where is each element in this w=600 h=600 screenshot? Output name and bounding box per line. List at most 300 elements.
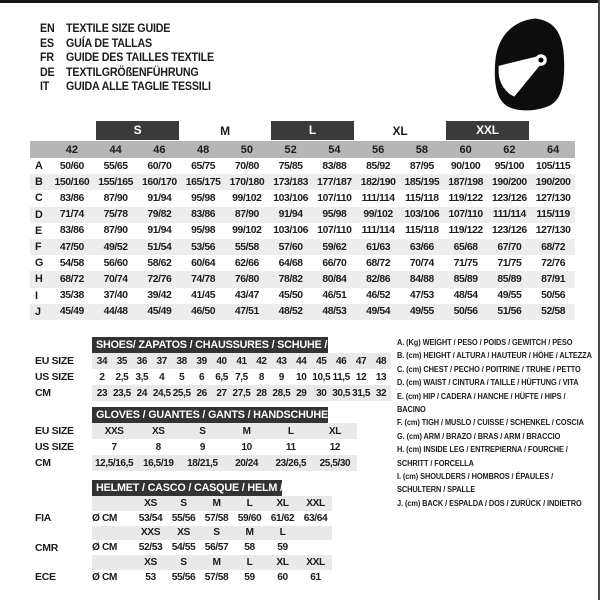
shoes-row: [35, 369, 391, 385]
shoes-cell: 43: [276, 355, 287, 367]
size-group-xl: XL: [392, 123, 408, 138]
gloves-row-label: CM: [35, 457, 51, 469]
row-letter: C: [35, 192, 43, 205]
measurement-cell: 85/92: [366, 160, 391, 172]
shoes-cell: 44: [296, 355, 307, 367]
measurement-cell: 46/52: [366, 290, 391, 302]
gloves-row-values: [92, 439, 357, 455]
measurement-cell: 75/85: [278, 160, 303, 172]
helmet-cell: S: [180, 557, 187, 569]
language-code: FR: [40, 52, 54, 65]
measurement-cell: 71/75: [497, 257, 522, 269]
measurement-cell: 80/84: [322, 273, 347, 285]
measurement-cell: 70/74: [409, 257, 434, 269]
measurement-row: [30, 207, 575, 223]
measurement-cell: 55/65: [103, 160, 128, 172]
measurement-cell: 84/88: [409, 273, 434, 285]
measurement-cell: 52/58: [541, 306, 566, 318]
size-number-row: [30, 141, 575, 158]
measurement-row: [30, 239, 575, 255]
size-column-header: 46: [153, 143, 166, 156]
helmet-row: [35, 570, 391, 585]
helmet-cell: S: [213, 527, 220, 539]
measurement-cell: 115/118: [405, 192, 439, 204]
measurement-cell: 123/126: [491, 225, 527, 237]
helmet-cell: S: [180, 497, 187, 509]
shoes-cell: 6: [199, 371, 205, 383]
shoes-cell: 36: [136, 355, 147, 367]
gloves-cell: 12,5/16,5: [95, 457, 134, 469]
shoes-cell: 10: [296, 371, 307, 383]
shoes-cell: 23,5: [112, 387, 131, 399]
legend-item: B. (cm) HEIGHT / ALTURA / HAUTEUR / HÖHE / ALTEZZA: [397, 350, 592, 361]
measurement-cell: 45/49: [147, 306, 172, 318]
measurement-cell: 57/60: [278, 241, 303, 253]
measurement-cell: 45/49: [59, 306, 84, 318]
measurement-cell: 76/80: [234, 273, 259, 285]
gloves-cell: XL: [328, 425, 341, 437]
measurement-cell: 48/54: [453, 290, 478, 302]
shoes-cell: 30,5: [332, 387, 351, 399]
measurement-cell: 41/45: [191, 290, 216, 302]
language-title: GUIDA ALLE TAGLIE TESSILI: [66, 81, 211, 94]
shoes-cell: 26: [196, 387, 207, 399]
row-letter: A: [35, 160, 43, 173]
shoes-cell: 10,5: [312, 371, 331, 383]
measurement-row: [30, 304, 575, 320]
size-column-header: 44: [109, 143, 122, 156]
helmet-cell: 58: [244, 542, 255, 554]
shoes-row-values: [92, 385, 391, 401]
measurement-cell: 111/114: [361, 192, 395, 204]
helmet-row: [35, 496, 391, 511]
measurement-cell: 64/68: [278, 257, 303, 269]
measurement-cell: 72/76: [541, 257, 566, 269]
shoes-cell: 11,5: [332, 371, 350, 383]
shoes-cell: 28: [256, 387, 267, 399]
shoes-cell: 13: [375, 371, 387, 383]
shoes-cell: 27,5: [232, 387, 251, 399]
measurement-cell: 49/55: [497, 290, 522, 302]
gloves-row: [35, 439, 391, 455]
page-top-border: [0, 0, 600, 3]
shoes-cell: 29: [296, 387, 307, 399]
helmet-cell: 54/55: [171, 542, 196, 554]
size-group-m: M: [220, 123, 230, 138]
measurement-cell: 51/54: [147, 241, 172, 253]
helmet-row: [35, 555, 391, 570]
measurement-cell: 90/100: [450, 160, 481, 172]
shoes-cell: 3,5: [135, 371, 149, 383]
measurement-cell: 107/110: [317, 225, 352, 237]
measurement-cell: 46/50: [191, 306, 216, 318]
helmet-cell: 60: [277, 571, 288, 583]
helmet-cell: L: [279, 527, 286, 539]
measurement-cell: 75/78: [103, 209, 128, 221]
shoes-row: [35, 353, 391, 369]
shoes-cell: 35: [116, 355, 128, 367]
gloves-section-title: GLOVES / GUANTES / GANTS / HANDSCHUHE / GUANTI: [92, 407, 328, 423]
legend-item: H. (cm) INSIDE LEG / ENTREPIERNA / FOURCHE / SCHRITT / FORCELLA: [397, 444, 568, 468]
measurement-cell: 95/98: [191, 192, 216, 204]
measurement-cell: 107/110: [448, 209, 483, 221]
language-title-list: [40, 22, 214, 95]
measurement-cell: 54/58: [59, 257, 84, 269]
language-row: [40, 22, 214, 37]
gloves-cell: 20/24: [235, 457, 259, 469]
shoes-cell: 47: [355, 355, 367, 367]
shoes-cell: 24: [136, 387, 147, 399]
measurement-cell: 87/95: [409, 160, 434, 172]
measurement-cell: 46/51: [322, 290, 347, 302]
measurement-cell: 87/91: [541, 273, 566, 285]
measurement-cell: 182/190: [360, 176, 396, 188]
language-title: TEXTILE SIZE GUIDE: [66, 23, 171, 35]
row-letter: E: [35, 224, 42, 237]
helmet-cell: 61/62: [270, 512, 295, 524]
measurement-cell: 68/72: [59, 273, 84, 285]
gloves-row-values: [92, 455, 357, 471]
gloves-row: [35, 455, 391, 471]
helmet-cell: Ø CM: [92, 542, 117, 554]
measurement-cell: 51/56: [497, 306, 522, 318]
measurement-cell: 115/119: [536, 209, 570, 221]
measurement-cell: 123/126: [491, 192, 527, 204]
measurement-cell: 160/170: [141, 176, 177, 188]
gloves-row-label: US SIZE: [35, 441, 74, 453]
measurement-row: [30, 158, 575, 174]
racing-helmet-icon: [487, 15, 570, 115]
shoes-cell: 40: [216, 355, 227, 367]
helmet-cell: XL: [276, 557, 289, 569]
shoes-cell: 9: [278, 371, 284, 383]
measurement-cell: 85/89: [453, 273, 478, 285]
language-title: GUÍA DE TALLAS: [66, 37, 152, 50]
measurement-cell: 58/62: [147, 257, 172, 269]
measurement-cell: 185/195: [404, 176, 440, 188]
measurement-cell: 83/86: [59, 192, 84, 204]
gloves-row-values: [92, 423, 357, 439]
gloves-cell: 8: [155, 441, 161, 453]
measurement-cell: 44/48: [103, 306, 128, 318]
helmet-cell: 56/57: [204, 542, 229, 554]
helmet-section-title: HELMET / CASCO / CASQUE / HELM / CASCO: [92, 480, 282, 496]
helmet-cell: XS: [144, 557, 157, 569]
measurement-cell: 66/70: [322, 257, 347, 269]
size-column-header: 58: [415, 143, 428, 156]
helmet-cell: 63/64: [303, 512, 328, 524]
shoes-row-label: CM: [35, 387, 51, 399]
shoes-cell: 42: [256, 355, 267, 367]
measurement-cell: 50/56: [453, 306, 478, 318]
measurement-cell: 35/38: [59, 290, 84, 302]
gloves-cell: 18/21,5: [187, 457, 218, 469]
helmet-cell: L: [246, 557, 253, 569]
measurement-cell: 48/53: [322, 306, 347, 318]
measurement-cell: 70/80: [234, 160, 259, 172]
helmet-rows: [35, 496, 391, 585]
helmet-row-values: [92, 555, 332, 570]
measurement-cell: 87/90: [234, 209, 259, 221]
row-letter: H: [35, 273, 43, 286]
helmet-row: [35, 540, 391, 555]
measurement-cell: 91/94: [147, 192, 172, 204]
helmet-cell: L: [246, 497, 253, 509]
measurement-cell: 190/200: [535, 176, 571, 188]
measurement-cell: 105/115: [536, 160, 571, 172]
measurement-cell: 78/82: [278, 273, 303, 285]
helmet-row-values: [92, 526, 332, 541]
gloves-row-label: EU SIZE: [35, 425, 74, 437]
shoes-row-label: EU SIZE: [35, 355, 74, 367]
language-code: IT: [40, 81, 50, 94]
helmet-cell: 59: [244, 571, 255, 583]
helmet-cell: XXL: [306, 557, 325, 569]
gloves-cell: XS: [151, 425, 165, 437]
helmet-cell: M: [245, 527, 254, 539]
shoes-cell: 7,5: [235, 371, 248, 383]
shoes-cell: 2,5: [115, 371, 129, 383]
gloves-cell: 25,5/30: [319, 457, 351, 469]
measurement-row: [30, 288, 575, 304]
language-code: ES: [40, 37, 54, 50]
legend-item: G. (cm) ARM / BRAZO / BRAS / ARM / BRACCIO: [397, 430, 561, 441]
size-column-header: 54: [328, 143, 341, 156]
measurement-cell: 127/130: [535, 225, 571, 237]
shoes-cell: 34: [96, 355, 108, 367]
measurement-cell: 177/187: [316, 176, 352, 188]
measurement-cell: 70/74: [103, 273, 128, 285]
shoes-cell: 27: [216, 387, 227, 399]
measurement-cell: 68/72: [366, 257, 391, 269]
legend-item: A. (Kg) WEIGHT / PESO / POIDS / GEWITCH / PESO: [397, 337, 573, 347]
measurement-cell: 111/114: [361, 225, 395, 237]
shoes-cell: 31,5: [352, 387, 371, 399]
shoes-cell: 38: [176, 355, 187, 367]
measurement-cell: 49/54: [366, 306, 391, 318]
helmet-row-label: FIA: [35, 512, 52, 525]
textile-size-table: [30, 120, 575, 320]
gloves-cell: L: [287, 425, 294, 437]
helmet-size-section: [35, 480, 391, 585]
measurement-legend: [397, 336, 594, 510]
measurement-cell: 74/78: [191, 273, 216, 285]
shoes-cell: 24,5: [152, 387, 171, 399]
gloves-row: [35, 423, 391, 439]
shoes-size-section: [35, 337, 391, 401]
gloves-cell: 11: [285, 441, 296, 453]
measurement-cell: 127/130: [535, 192, 571, 204]
measurement-cell: 95/98: [322, 209, 347, 221]
measurement-cell: 60/64: [191, 257, 216, 269]
shoes-cell: 6,5: [215, 371, 228, 383]
gloves-cell: 16,5/19: [142, 457, 174, 469]
measurement-cell: 67/70: [497, 241, 522, 253]
helmet-row-label: CMR: [35, 541, 59, 554]
helmet-row-values: [92, 570, 332, 585]
shoes-cell: 8: [258, 371, 264, 383]
language-code: DE: [40, 66, 55, 79]
measurement-row: [30, 271, 575, 287]
shoes-row-label: US SIZE: [35, 371, 74, 383]
shoes-cell: 28,5: [272, 387, 291, 399]
measurement-cell: 170/180: [229, 176, 265, 188]
shoes-cell: 48: [375, 355, 387, 367]
gloves-size-section: [35, 407, 391, 471]
helmet-row-values: [92, 496, 332, 511]
row-letter: I: [35, 289, 38, 302]
gloves-cell: 23/26,5: [275, 457, 307, 469]
row-letter: D: [35, 208, 43, 221]
gloves-rows: [35, 423, 391, 471]
size-group-header-row: [30, 120, 575, 141]
measurement-cell: 56/60: [103, 257, 128, 269]
row-letter: B: [35, 176, 43, 189]
measurement-cell: 187/198: [448, 176, 483, 188]
measurement-cell: 103/106: [273, 192, 308, 204]
gloves-cell: 10: [241, 441, 252, 453]
measurement-cell: 190/200: [491, 176, 527, 188]
measurement-cell: 99/102: [363, 209, 393, 221]
language-row: [40, 51, 214, 66]
measurement-cell: 119/122: [448, 225, 483, 237]
gloves-cell: S: [199, 425, 206, 437]
measurement-cell: 99/102: [232, 192, 262, 204]
gloves-cell: 12: [329, 441, 341, 453]
shoes-row-values: [92, 369, 391, 385]
measurement-cell: 83/88: [322, 160, 347, 172]
measurement-cell: 107/110: [317, 192, 352, 204]
helmet-row-values: [92, 511, 332, 526]
measurement-row: [30, 190, 575, 206]
measurement-cell: 165/175: [185, 176, 221, 188]
shoes-rows: [35, 353, 391, 401]
measurement-cell: 61/63: [366, 241, 391, 253]
shoes-row-values: [92, 353, 391, 369]
measurement-cell: 71/74: [59, 209, 84, 221]
helmet-cell: 53: [145, 571, 156, 583]
measurement-cell: 99/102: [232, 225, 262, 237]
helmet-row-label: ECE: [35, 571, 56, 584]
language-row: [40, 80, 214, 95]
shoes-cell: 25,5: [172, 387, 191, 399]
measurement-row: [30, 174, 575, 190]
measurement-row: [30, 223, 575, 239]
measurement-cell: 115/118: [405, 225, 439, 237]
shoes-cell: 2: [99, 371, 105, 383]
measurement-cell: 83/86: [59, 225, 84, 237]
helmet-cell: XXS: [140, 527, 161, 539]
measurement-cell: 119/122: [448, 192, 483, 204]
measurement-cell: 48/52: [278, 306, 303, 318]
helmet-cell: 55/56: [171, 512, 196, 524]
size-group-xxl: XXL: [446, 121, 530, 140]
measurement-cell: 50/56: [541, 290, 566, 302]
measurement-cell: 111/114: [492, 209, 526, 221]
shoes-cell: 39: [196, 355, 207, 367]
measurement-cell: 150/160: [54, 176, 90, 188]
gloves-cell: 9: [199, 441, 205, 453]
measurement-cell: 49/55: [409, 306, 434, 318]
measurement-cell: 43/47: [234, 290, 259, 302]
measurement-cell: 103/106: [273, 225, 308, 237]
row-letter: F: [35, 241, 42, 254]
measurement-cell: 55/58: [234, 241, 259, 253]
helmet-cell: XL: [276, 497, 289, 509]
measurement-row: [30, 255, 575, 271]
size-group-l: L: [271, 121, 355, 140]
shoes-cell: 30: [316, 387, 327, 399]
measurement-cell: 53/56: [191, 241, 216, 253]
helmet-cell: 52/53: [138, 542, 163, 554]
measurement-cell: 68/72: [541, 241, 566, 253]
helmet-cell: 61: [310, 571, 321, 583]
legend-item: E. (cm) HIP / CADERA / HANCHE / HÜFTE / HIPS / BACINO: [397, 390, 566, 415]
gloves-cell: 7: [111, 441, 117, 453]
measurement-cell: 63/66: [409, 241, 434, 253]
shoes-cell: 45: [316, 355, 327, 367]
helmet-cell: XXL: [306, 497, 325, 509]
helmet-cell: M: [212, 557, 221, 569]
language-title: TEXTILGRÖßENFÜHRUNG: [66, 66, 199, 79]
legend-item: D. (cm) WAIST / CINTURA / TAILLE / HÜFTUNG / VITA: [397, 377, 579, 388]
shoes-cell: 41: [236, 355, 247, 367]
legend-item: F. (cm) TIGH / MUSLO / CUISSE / SCHENKEL / COSCIA: [397, 417, 584, 428]
helmet-cell: 53/54: [138, 512, 163, 524]
size-column-header: 42: [65, 143, 78, 156]
measurement-cell: 87/90: [103, 225, 128, 237]
gloves-cell: M: [242, 425, 251, 437]
helmet-cell: 59: [277, 542, 288, 554]
legend-item: I. (cm) SHOULDERS / HOMBROS / ÉPAULES / SCHULTERN / SPALLE: [397, 471, 554, 495]
helmet-cell: 57/58: [204, 512, 229, 524]
language-row: [40, 37, 214, 52]
size-column-header: 56: [372, 143, 385, 156]
row-letter: G: [35, 257, 43, 270]
measurement-cell: 91/94: [278, 209, 303, 221]
helmet-cell: Ø CM: [92, 512, 117, 524]
helmet-row: [35, 526, 391, 541]
measurement-cell: 79/82: [147, 209, 172, 221]
measurement-cell: 37/40: [103, 290, 128, 302]
measurement-cell: 60/70: [147, 160, 172, 172]
measurement-cell: 103/106: [404, 209, 440, 221]
size-column-header: 62: [503, 143, 516, 156]
shoes-cell: 23: [96, 387, 108, 399]
shoes-cell: 37: [156, 355, 167, 367]
shoes-cell: 46: [335, 355, 347, 367]
gloves-cell: XXS: [104, 425, 124, 437]
size-column-header: 48: [197, 143, 210, 156]
measurement-cell: 91/94: [147, 225, 172, 237]
measurement-cell: 47/51: [234, 306, 259, 318]
language-row: [40, 66, 214, 81]
measurement-cell: 45/50: [278, 290, 303, 302]
helmet-cell: M: [212, 497, 221, 509]
helmet-row-values: [92, 541, 332, 556]
shoes-cell: 12: [355, 371, 367, 383]
language-code: EN: [40, 23, 55, 35]
measurement-cell: 87/90: [103, 192, 128, 204]
legend-item: J. (cm) BACK / ESPALDA / DOS / ZURÜCK / INDIETRO: [397, 497, 582, 508]
helmet-cell: XS: [144, 497, 157, 509]
shoes-row: [35, 385, 391, 401]
measurement-cell: 95/100: [494, 160, 525, 172]
measurement-cell: 82/86: [366, 273, 391, 285]
measurement-cell: 72/76: [147, 273, 172, 285]
measurement-cell: 155/165: [98, 176, 133, 188]
shoes-cell: 4: [159, 371, 165, 383]
